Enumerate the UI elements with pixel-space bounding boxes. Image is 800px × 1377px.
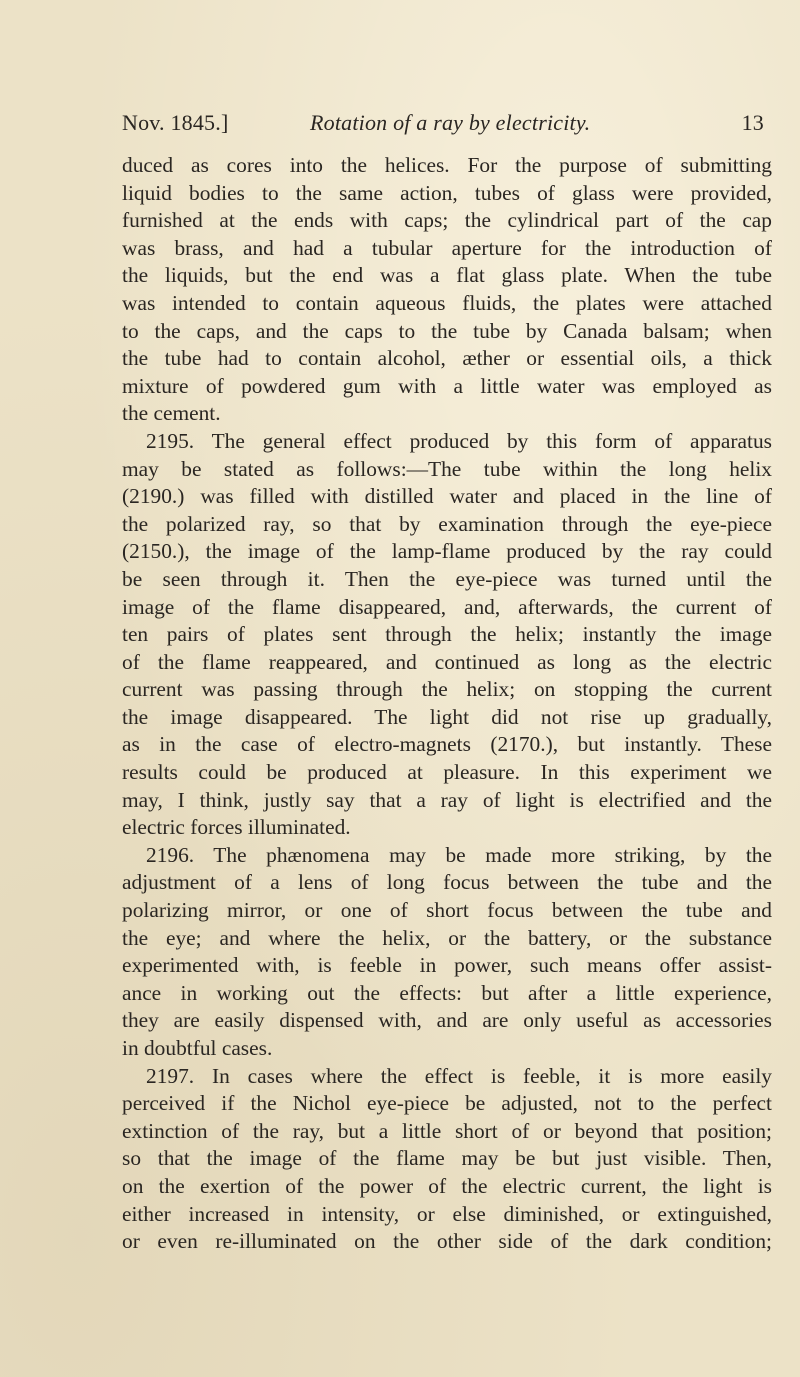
text-line: 2197. In cases where the effect is feeble, it is more easily	[146, 1063, 772, 1088]
text-line: the polarized ray, so that by examination through the eye-piece	[122, 511, 772, 536]
text-line: the image disappeared. The light did not rise up gradually,	[122, 704, 772, 729]
text-line: was brass, and had a tubular aperture for the introduction of	[122, 235, 772, 260]
text-line: in doubtful cases.	[122, 1036, 273, 1060]
text-line: ten pairs of plates sent through the helix; instantly the image	[122, 622, 772, 647]
text-line: the cement.	[122, 401, 221, 426]
text-line: of the flame reappeared, and continued as long as the electric	[122, 649, 772, 674]
text-line: may, I think, justly say that a ray of light is electrified and the	[122, 787, 772, 812]
header-title: Rotation of a ray by electricity.	[310, 110, 591, 135]
text-line: 2195. The general effect produced by this form of apparatus	[146, 428, 772, 453]
text-line: current was passing through the helix; on stopping the current	[122, 677, 772, 702]
text-line: duced as cores into the helices. For the purpose of submitting	[122, 153, 772, 177]
text-line: extinction of the ray, but a little short of or beyond that position;	[122, 1118, 772, 1143]
text-line: mixture of powdered gum with a little water was employed as	[122, 373, 772, 398]
text-line: be seen through it. Then the eye-piece was turned until the	[122, 566, 772, 591]
running-header	[122, 110, 772, 144]
text-line: (2150.), the image of the lamp-flame produced by the ray could	[122, 539, 772, 564]
text-line: either increased in intensity, or else diminished, or extinguished,	[122, 1201, 772, 1226]
text-line: furnished at the ends with caps; the cylindrical part of the cap	[122, 208, 772, 233]
text-line: electric forces illuminated.	[122, 815, 351, 840]
text-line: to the caps, and the caps to the tube by Canada balsam; when	[122, 318, 772, 343]
header-date: Nov. 1845.]	[122, 110, 229, 135]
text-line: they are easily dispensed with, and are only useful as accessories	[122, 1008, 772, 1033]
text-line: the liquids, but the end was a flat glass plate. When the tube	[122, 263, 772, 288]
text-line: the eye; and where the helix, or the battery, or the substance	[122, 925, 772, 950]
text-line: may be stated as follows:—The tube within the long helix	[122, 456, 772, 481]
text-line: (2190.) was filled with distilled water and placed in the line of	[122, 484, 772, 509]
text-line: the tube had to contain alcohol, æther or essential oils, a thick	[122, 346, 772, 371]
text-line: on the exertion of the power of the electric current, the light is	[122, 1173, 772, 1198]
text-line: perceived if the Nichol eye-piece be adjusted, not to the perfect	[122, 1091, 772, 1116]
text-line: 2196. The phænomena may be made more striking, by the	[146, 842, 772, 867]
text-line: experimented with, is feeble in power, such means offer assist-	[122, 953, 772, 978]
text-line: results could be produced at pleasure. In this experiment we	[122, 760, 772, 785]
text-line: adjustment of a lens of long focus between the tube and the	[122, 870, 772, 895]
body-text	[122, 152, 772, 1256]
text-line: was intended to contain aqueous fluids, the plates were attached	[122, 290, 772, 315]
text-line: image of the flame disappeared, and, afterwards, the current of	[122, 594, 772, 619]
text-line: ance in working out the effects: but after a little experience,	[122, 980, 772, 1005]
text-line: or even re-illuminated on the other side of the dark condition;	[122, 1229, 772, 1254]
text-line: so that the image of the flame may be but just visible. Then,	[122, 1146, 772, 1171]
text-line: as in the case of electro-magnets (2170.), but instantly. These	[122, 732, 772, 757]
text-line: liquid bodies to the same action, tubes of glass were provided,	[122, 180, 772, 205]
page-number: 13	[741, 110, 764, 135]
text-line: polarizing mirror, or one of short focus between the tube and	[122, 898, 772, 923]
